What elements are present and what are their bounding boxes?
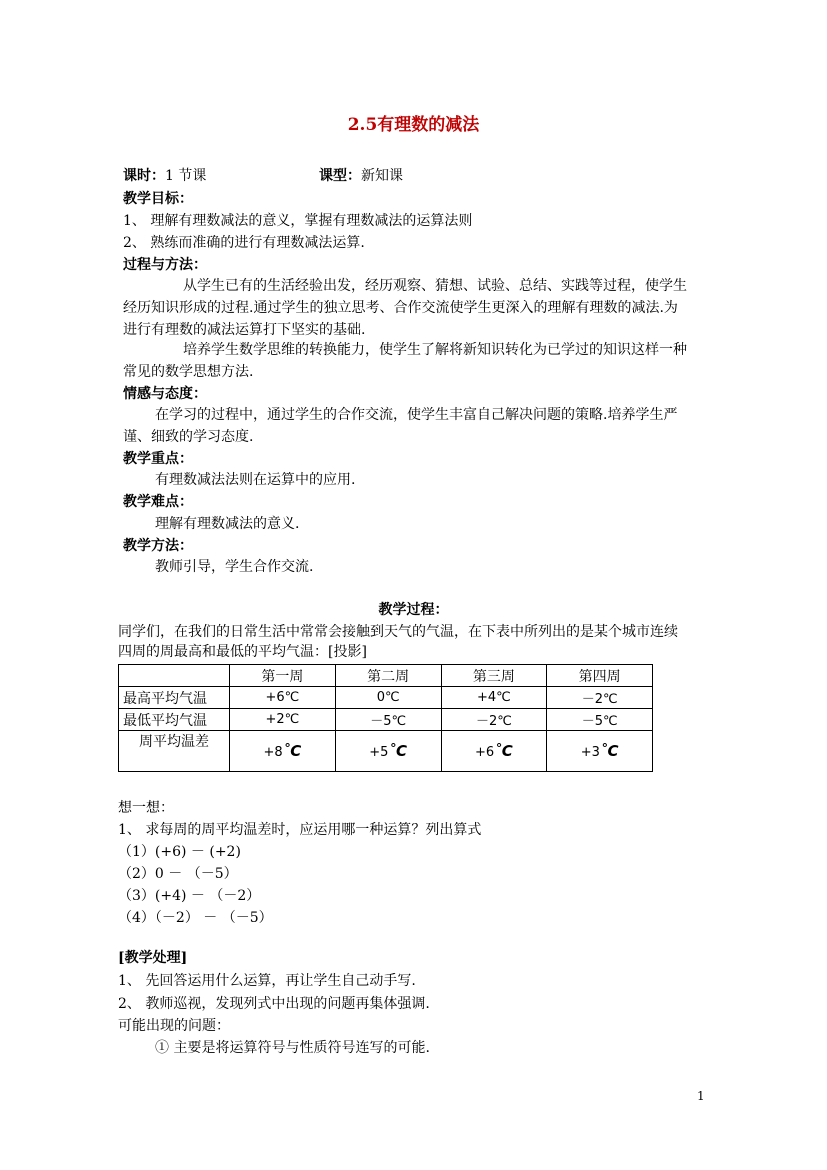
column-header: 第四周	[547, 665, 653, 687]
table-row	[119, 709, 653, 731]
table-cell: +6℃	[230, 687, 336, 709]
type-value: 新知课	[361, 168, 403, 184]
process-line-5: 常见的数学思想方法.	[123, 364, 254, 380]
expression-2: （2）0 － （－5）	[118, 866, 238, 882]
degree-unit: ˚C	[494, 742, 513, 760]
lesson-title: 2.5有理数的减法	[347, 115, 480, 135]
row-label: 最高平均气温	[119, 687, 230, 709]
table-cell: 0℃	[335, 687, 441, 709]
table-cell: －5℃	[335, 709, 441, 731]
table-row	[119, 731, 653, 772]
key-point-text: 有理数减法法则在运算中的应用.	[155, 472, 356, 488]
type-line	[319, 166, 403, 186]
hours-value: 1 节课	[165, 168, 207, 184]
table-header-row	[119, 665, 653, 687]
table-cell	[335, 731, 441, 772]
table-corner-cell	[119, 665, 230, 687]
expression-3: （3）(+4) － （－2）	[118, 888, 261, 904]
emotion-line-1: 在学习的过程中，通过学生的合作交流，使学生丰富自己解决问题的策略.培养学生严	[155, 407, 678, 423]
column-header: 第三周	[441, 665, 547, 687]
table-cell: －2℃	[547, 687, 653, 709]
method-text: 教师引导，学生合作交流.	[155, 559, 314, 575]
process-intro-2: 四周的周最高和最低的平均气温：[投影]	[118, 644, 367, 660]
diff-value: +5	[369, 745, 389, 760]
expression-1: （1）(+6) － (+2)	[118, 844, 241, 860]
table-cell	[547, 731, 653, 772]
table-cell: －2℃	[441, 709, 547, 731]
table-row	[119, 687, 653, 709]
degree-unit: ˚C	[388, 742, 407, 760]
expression-4: （4）（－2） － （－5）	[118, 910, 273, 926]
process-section-title: 教学过程：	[378, 602, 449, 618]
process-line-3: 进行有理数的减法运算打下坚实的基础.	[123, 322, 366, 338]
table-cell: －5℃	[547, 709, 653, 731]
column-header: 第一周	[230, 665, 336, 687]
problems-label: 可能出现的问题：	[118, 1018, 230, 1034]
degree-unit: ˚C	[282, 742, 302, 760]
table-cell: +2℃	[230, 709, 336, 731]
emotion-heading: 情感与态度：	[123, 386, 207, 402]
think-heading: 想一想：	[118, 800, 174, 816]
goal-item-2: 2、 熟练而准确的进行有理数减法运算.	[123, 235, 365, 251]
method-heading: 教学方法：	[123, 538, 193, 554]
emotion-line-2: 谨、细致的学习态度.	[123, 429, 254, 445]
table-cell	[230, 731, 336, 772]
table-cell: +4℃	[441, 687, 547, 709]
column-header: 第二周	[335, 665, 441, 687]
diff-value: +8	[263, 745, 283, 760]
diff-value: +6	[475, 745, 495, 760]
hours-label: 课时：	[123, 168, 165, 184]
goal-item-1: 1、 理解有理数减法的意义，掌握有理数减法的运算法则	[123, 213, 473, 229]
process-heading: 过程与方法：	[123, 257, 207, 273]
row-label: 周平均温差	[119, 731, 230, 772]
goals-heading: 教学目标：	[123, 191, 193, 207]
degree-unit: ˚C	[599, 742, 619, 760]
problem-item-1: ① 主要是将运算符号与性质符号连写的可能.	[155, 1040, 430, 1056]
process-line-1: 从学生已有的生活经验出发，经历观察、猜想、试验、总结、实践等过程，使学生	[183, 278, 687, 294]
think-question: 1、 求每周的周平均温差时，应运用哪一种运算？列出算式	[118, 822, 482, 838]
process-line-2: 经历知识形成的过程.通过学生的独立思考、合作交流使学生更深入的理解有理数的减法.为	[123, 300, 678, 316]
handling-heading: [教学处理]	[118, 950, 188, 966]
handling-item-2: 2、 教师巡视，发现列式中出现的问题再集体强调.	[118, 996, 430, 1012]
temperature-table	[118, 664, 653, 772]
page-number: 1	[697, 1089, 705, 1103]
process-line-4: 培养学生数学思维的转换能力，使学生了解将新知识转化为已学过的知识这样一种	[183, 342, 687, 358]
meta-line	[123, 166, 206, 186]
process-intro-1: 同学们，在我们的日常生活中常常会接触到天气的气温，在下表中所列出的是某个城市连续	[118, 624, 678, 640]
difficulty-text: 理解有理数减法的意义.	[155, 516, 300, 532]
handling-item-1: 1、 先回答运用什么运算，再让学生自己动手写.	[118, 973, 416, 989]
table-cell	[441, 731, 547, 772]
diff-value: +3	[580, 745, 600, 760]
row-label: 最低平均气温	[119, 709, 230, 731]
key-point-heading: 教学重点：	[123, 451, 193, 467]
type-label: 课型：	[319, 168, 361, 184]
difficulty-heading: 教学难点：	[123, 494, 193, 510]
